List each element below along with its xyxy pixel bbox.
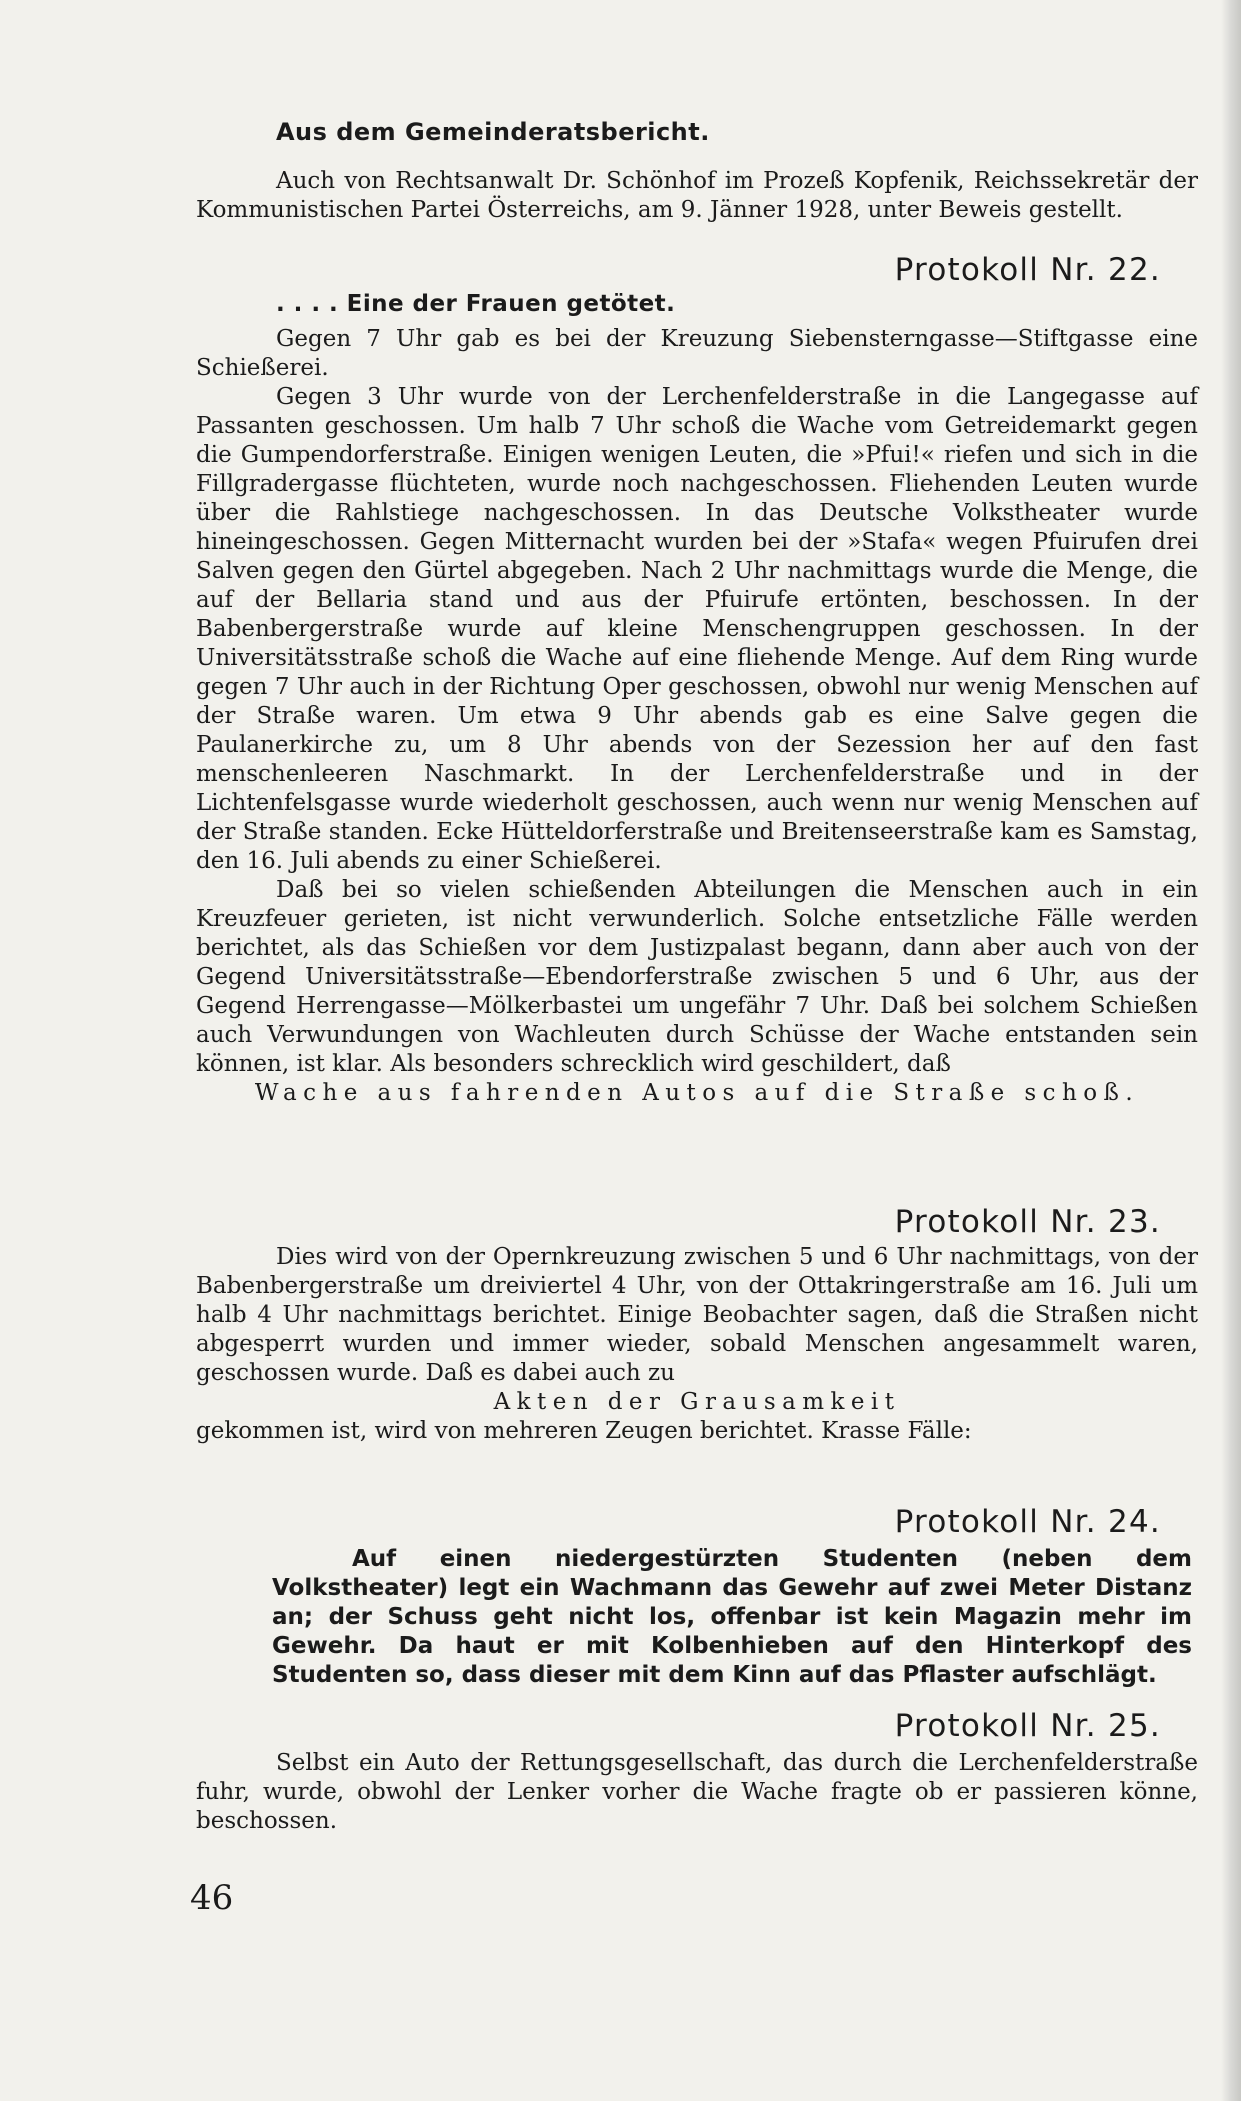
protocol-24-title: Protokoll Nr. 24. bbox=[894, 1504, 1161, 1540]
intro-paragraph: Auch von Rechtsanwalt Dr. Schönhof im Prozeß Kopfenik, Reichssekretär der Kommunistischen Partei Österreichs, am 9. Jänner 1928, unter Beweis gestellt. bbox=[196, 168, 1198, 223]
protocol-25-body bbox=[196, 1749, 1198, 1836]
page-number: 46 bbox=[190, 1878, 234, 1918]
page-edge-shadow bbox=[1221, 0, 1241, 2101]
protocol-23-para1-end: gekommen ist, wird von mehreren Zeugen berichtet. Krasse Fälle: bbox=[196, 1418, 972, 1444]
gemeinderat-section bbox=[196, 118, 1198, 225]
protocol-22-body bbox=[196, 290, 1198, 1108]
protocol-23-center: Akten der Grausamkeit bbox=[493, 1389, 901, 1415]
protocol-22-para3-end: Wache aus fahrenden Autos auf die Straße schoß. bbox=[254, 1080, 1140, 1106]
protocol-22-para2: Gegen 3 Uhr wurde von der Lerchenfelderstraße in die Langegasse auf Passanten geschossen. Um halb 7 Uhr schoß die Wache vom Getreidemarkt gegen die Gumpendorferstraße. Einigen wenigen Leuten, die »Pfui!« riefen und sich in die Fillgradergasse flüchteten, wurde noch nachgeschossen. Fliehenden Leuten wurde über die Rahlstiege nachgeschossen. In das Deutsche Volkstheater wurde hineingeschossen. Gegen Mitternacht wurden bei der »Stafa« wegen Pfuirufen drei Salven gegen den Gürtel abgegeben. Nach 2 Uhr nachmittags wurde die Menge, die auf der Bellaria stand und aus der Pfuirufe ertönten, beschossen. In der Babenbergerstraße wurde auf kleine Menschengruppen geschossen. In der Universitätsstraße schoß die Wache auf eine fliehende Menge. Auf dem Ring wurde gegen 7 Uhr auch in der Richtung Oper geschossen, obwohl nur wenig Menschen auf der Straße waren. Um etwa 9 Uhr abends gab es eine Salve gegen die Paulanerkirche zu, um 8 Uhr abends von der Sezession her auf den fast menschenleeren Naschmarkt. In der Lerchenfelderstraße und in der Lichtenfelsgasse wurde wiederholt geschossen, auch wenn nur wenig Menschen auf der Straße standen. Ecke Hütteldorferstraße und Breitenseerstraße kam es Samstag, den 16. Juli abends zu einer Schießerei. bbox=[196, 384, 1198, 874]
protocol-22-para1: Gegen 7 Uhr gab es bei der Kreuzung Siebensterngasse—Stiftgasse eine Schießerei. bbox=[196, 326, 1198, 381]
section-heading: Aus dem Gemeinderatsbericht. bbox=[276, 118, 710, 146]
protocol-25-title: Protokoll Nr. 25. bbox=[894, 1708, 1161, 1744]
protocol-25-para1: Selbst ein Auto der Rettungsgesellschaft, das durch die Lerchenfelderstraße fuhr, wurde, obwohl der Lenker vorher die Wache fragte ob er passieren könne, beschossen. bbox=[196, 1750, 1198, 1834]
protocol-22-subheading: . . . . Eine der Frauen getötet. bbox=[276, 291, 676, 317]
protocol-23-para1: Dies wird von der Opernkreuzung zwischen 5 und 6 Uhr nachmittags, von der Babenbergerstraße um dreiviertel 4 Uhr, von der Ottakringerstraße am 16. Juli um halb 4 Uhr nachmittags berichtet. Einige Beobachter sagen, daß die Straßen nicht abgesperrt wurden und immer wieder, sobald Menschen angesammelt waren, geschossen wurde. Daß es dabei auch zu bbox=[196, 1244, 1198, 1386]
protocol-22-title: Protokoll Nr. 22. bbox=[894, 252, 1161, 288]
protocol-22-para3: Daß bei so vielen schießenden Abteilungen die Menschen auch in ein Kreuzfeuer gerieten, ist nicht verwunderlich. Solche entsetzliche Fälle werden berichtet, als das Schießen vor dem Justizpalast begann, dann aber auch von der Gegend Universitätsstraße—Ebendorferstraße zwischen 5 und 6 Uhr, aus der Gegend Herrengasse—Mölkerbastei um ungefähr 7 Uhr. Daß bei solchem Schießen auch Verwundungen von Wachleuten durch Schüsse der Wache entstanden sein können, ist klar. Als besonders schrecklich wird geschildert, daß bbox=[196, 877, 1198, 1077]
protocol-23-body bbox=[196, 1243, 1198, 1446]
protocol-23-title: Protokoll Nr. 23. bbox=[894, 1204, 1161, 1240]
protocol-24-para1: Auf einen niedergestürzten Studenten (neben dem Volkstheater) legt ein Wachmann das Gewehr auf zwei Meter Distanz an; der Schuss geht nicht los, offenbar ist kein Magazin mehr im Gewehr. Da haut er mit Kolbenhieben auf den Hinterkopf des Studenten so, dass dieser mit dem Kinn auf das Pflaster aufschlägt. bbox=[272, 1546, 1192, 1688]
protocol-24-body bbox=[272, 1545, 1192, 1690]
